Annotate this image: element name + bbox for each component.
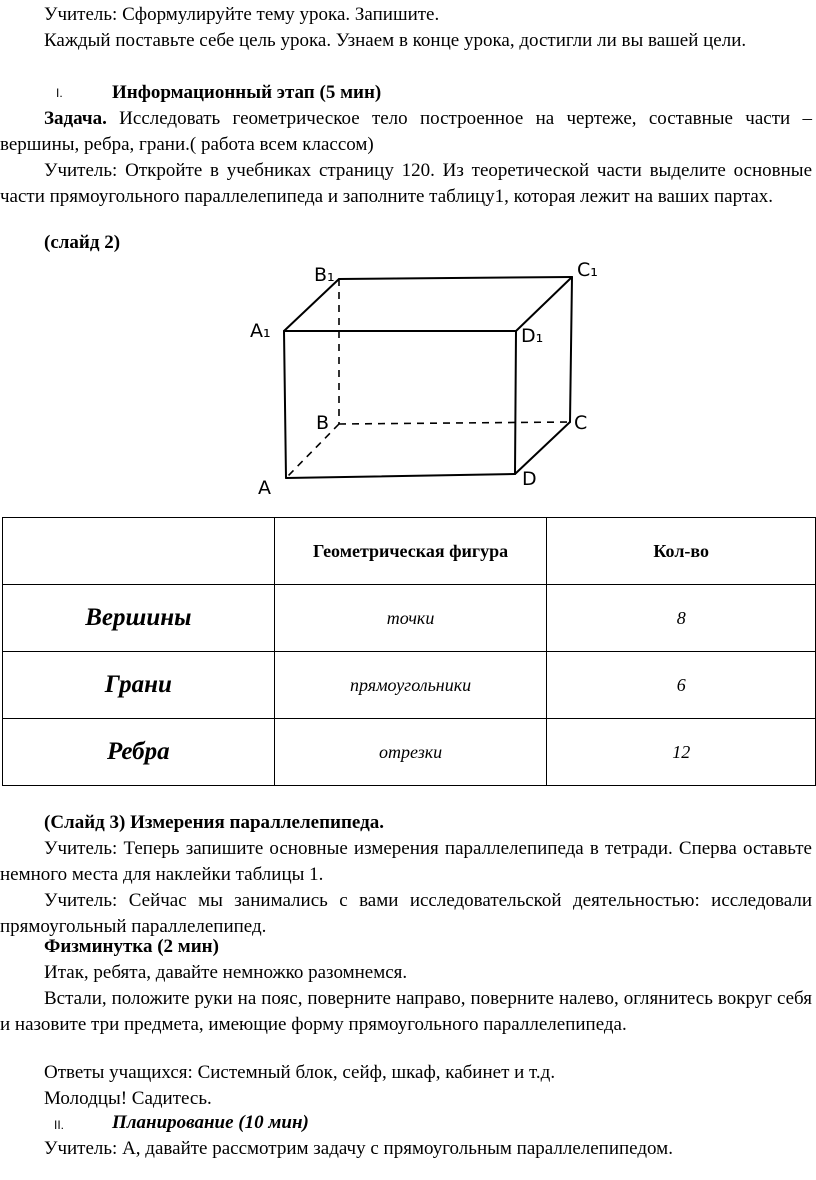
task-paragraph [0, 106, 812, 158]
edge-dc [515, 422, 570, 474]
label-d: D [522, 468, 537, 490]
teacher-instruction-textbook: Учитель: Откройте в учебниках страницу 120. Из теоретической части выделите основные части прямоугольного параллелепипеда и заполните таблицу1, которая лежит на ваших партах. [0, 160, 812, 207]
edge-ad [286, 474, 515, 478]
task-label: Задача. [44, 108, 107, 129]
teacher-task-intro: Учитель: А, давайте рассмотрим задачу с прямоугольным параллелепипедом. [44, 1138, 673, 1159]
row-label-edges: Ребра [3, 719, 275, 786]
table-row [3, 652, 816, 719]
teacher-instruction-measurements: Учитель: Теперь запишите основные измерения параллелепипеда в тетради. Сперва оставьте немного места для наклейки таблицы 1. [0, 838, 812, 885]
edge-ab-hidden [286, 424, 339, 478]
teacher-summary: Учитель: Сейчас мы занимались с вами исследовательской деятельностью: исследовали прямоугольный параллелепипед. [0, 890, 812, 937]
table-header-row [3, 518, 816, 585]
parallelepiped-parts-table [2, 517, 816, 786]
fizminutka-instruction: Встали, положите руки на пояс, поверните направо, поверните налево, оглянитесь вокруг себя и назовите три предмета, имеющие форму прямоугольного параллелепипеда. [0, 988, 812, 1035]
section-1-title: Информационный этап (5 мин) [112, 82, 382, 103]
label-a: A [258, 477, 271, 499]
edge-bc-hidden [339, 422, 570, 424]
section-2-title: Планирование (10 мин) [112, 1112, 309, 1133]
table-row [3, 719, 816, 786]
section-1-number: I. [56, 86, 63, 100]
row-label-faces: Грани [3, 652, 275, 719]
edge-b1c1 [339, 277, 572, 279]
cell-figure-edges: отрезки [274, 719, 547, 786]
label-b1: B₁ [314, 264, 335, 286]
edge-dd1 [515, 331, 516, 474]
label-c: C [574, 412, 588, 434]
table-header-empty [3, 518, 275, 585]
table-header-figure: Геометрическая фигура [274, 518, 547, 585]
teacher-instruction-goal: Каждый поставьте себе цель урока. Узнаем в конце урока, достигли ли вы вашей цели. [44, 30, 747, 51]
teacher-instruction-1: Учитель: Сформулируйте тему урока. Запишите. [44, 4, 440, 25]
cell-figure-faces: прямоугольники [274, 652, 547, 719]
task-text: Исследовать геометрическое тело построенное на чертеже, составные части – вершины, ребра, грани.( работа всем классом) [0, 108, 812, 155]
edge-cc1 [570, 277, 572, 422]
edge-a1b1 [284, 279, 339, 331]
edge-aa1 [284, 331, 286, 478]
edge-d1c1 [516, 277, 572, 331]
fizminutka-intro: Итак, ребята, давайте немножко разомнемся. [44, 962, 408, 983]
student-answers: Ответы учащихся: Системный блок, сейф, шкаф, кабинет и т.д. [44, 1062, 556, 1083]
parallelepiped-figure [240, 252, 600, 502]
label-a1: A₁ [250, 320, 271, 342]
label-c1: C₁ [577, 259, 598, 281]
table-header-count: Кол-во [547, 518, 816, 585]
slide-2-label: (слайд 2) [44, 232, 121, 253]
fizminutka-heading: Физминутка (2 мин) [44, 936, 219, 957]
well-done: Молодцы! Садитесь. [44, 1088, 212, 1109]
cell-count-faces: 6 [547, 652, 816, 719]
section-2-number: II. [54, 1118, 65, 1132]
cell-count-edges: 12 [547, 719, 816, 786]
row-label-vertices: Вершины [3, 585, 275, 652]
label-d1: D₁ [521, 325, 544, 347]
cell-figure-vertices: точки [274, 585, 547, 652]
cell-count-vertices: 8 [547, 585, 816, 652]
slide-3-heading: (Слайд 3) Измерения параллелепипеда. [44, 812, 384, 833]
table-row [3, 585, 816, 652]
label-b: B [316, 412, 330, 434]
